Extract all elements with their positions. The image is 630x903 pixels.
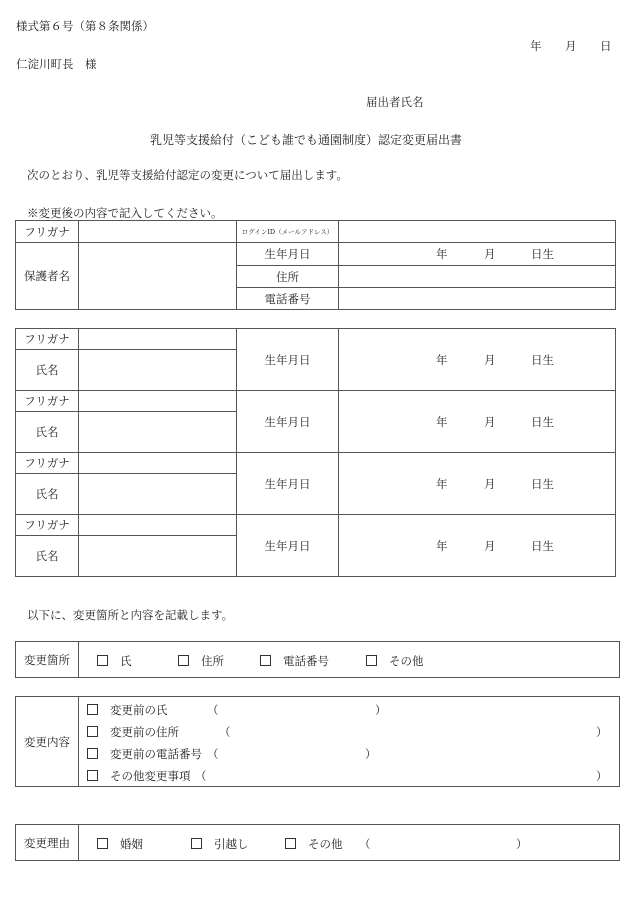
- option-label: その他: [308, 837, 343, 851]
- option-label: 住所: [201, 654, 224, 668]
- open-paren: （: [219, 725, 231, 739]
- child-furigana-field[interactable]: [79, 453, 237, 474]
- note-text: ※変更後の内容で記入してください。: [27, 206, 223, 220]
- change-content-table: [15, 696, 620, 787]
- child-birth-field[interactable]: [339, 515, 616, 577]
- close-paren: ）: [375, 703, 387, 717]
- child-name-label: 氏名: [16, 350, 79, 391]
- date-year-label: 年: [530, 39, 542, 53]
- option-label: 引越し: [214, 837, 249, 851]
- children-table: [15, 328, 616, 577]
- guardian-address-label: 住所: [237, 266, 339, 288]
- child-furigana-label: フリガナ: [16, 515, 79, 536]
- open-paren: （: [207, 703, 219, 717]
- child-birth-year: 年: [436, 352, 448, 367]
- guardian-birth-field[interactable]: [339, 243, 616, 266]
- date-day-label: 日: [600, 39, 612, 53]
- child-birth-field[interactable]: [339, 453, 616, 515]
- close-paren: ）: [365, 747, 377, 761]
- checkbox-icon[interactable]: [97, 655, 108, 666]
- child-furigana-label: フリガナ: [16, 329, 79, 350]
- child-birth-label: 生年月日: [237, 329, 339, 391]
- date-month-label: 月: [565, 39, 577, 53]
- open-paren: （: [207, 747, 219, 761]
- child-name-field[interactable]: [79, 350, 237, 391]
- child-birth-month: 月: [484, 414, 496, 429]
- child-name-label: 氏名: [16, 536, 79, 577]
- child-furigana-label: フリガナ: [16, 453, 79, 474]
- open-paren: （: [195, 769, 207, 783]
- checkbox-reason-other[interactable]: [285, 836, 343, 852]
- checkbox-icon[interactable]: [285, 838, 296, 849]
- checkbox-prev-phone[interactable]: [87, 746, 202, 762]
- guardian-furigana-field[interactable]: [79, 221, 237, 243]
- item-label: 変更前の住所: [110, 725, 179, 739]
- guardian-phone-field[interactable]: [339, 288, 616, 310]
- checkbox-reason-marriage[interactable]: [97, 836, 143, 852]
- checkbox-icon[interactable]: [87, 748, 98, 759]
- child-birth-day: 日生: [531, 538, 554, 553]
- child-birth-month: 月: [484, 538, 496, 553]
- guardian-name-field[interactable]: [79, 243, 237, 310]
- item-label: 変更前の電話番号: [110, 747, 202, 761]
- child-birth-month: 月: [484, 352, 496, 367]
- child-birth-label: 生年月日: [237, 391, 339, 453]
- addressee: 仁淀川町長 様: [16, 57, 97, 71]
- close-paren: ）: [516, 837, 528, 851]
- close-paren: ）: [596, 769, 608, 783]
- change-place-label: 変更箇所: [16, 642, 79, 678]
- option-label: その他: [389, 654, 424, 668]
- child-birth-year: 年: [436, 476, 448, 491]
- change-reason-table: [15, 824, 620, 861]
- checkbox-option-other[interactable]: [366, 653, 424, 669]
- child-furigana-field[interactable]: [79, 515, 237, 536]
- checkbox-icon[interactable]: [260, 655, 271, 666]
- guardian-birth-month: 月: [484, 247, 496, 261]
- guardian-table: [15, 220, 616, 310]
- checkbox-prev-surname[interactable]: [87, 702, 168, 718]
- checkbox-option-address[interactable]: [178, 653, 224, 669]
- child-name-field[interactable]: [79, 536, 237, 577]
- checkbox-other-changes[interactable]: [87, 768, 191, 784]
- child-birth-year: 年: [436, 538, 448, 553]
- child-birth-month: 月: [484, 476, 496, 491]
- child-name-label: 氏名: [16, 412, 79, 453]
- change-place-table: [15, 641, 620, 678]
- child-birth-field[interactable]: [339, 329, 616, 391]
- item-label: 変更前の氏: [110, 703, 168, 717]
- child-birth-year: 年: [436, 414, 448, 429]
- change-place-options: [79, 642, 620, 678]
- login-id-label: ログインID（メールアドレス）: [237, 221, 339, 243]
- child-birth-day: 日生: [531, 352, 554, 367]
- checkbox-icon[interactable]: [87, 704, 98, 715]
- applicant-name-label: 届出者氏名: [366, 95, 424, 109]
- option-label: 氏: [120, 654, 132, 668]
- checkbox-icon[interactable]: [191, 838, 202, 849]
- child-furigana-field[interactable]: [79, 329, 237, 350]
- option-label: 電話番号: [283, 654, 329, 668]
- checkbox-option-surname[interactable]: [97, 653, 132, 669]
- child-birth-day: 日生: [531, 476, 554, 491]
- checkbox-option-phone[interactable]: [260, 653, 329, 669]
- guardian-name-label: 保護者名: [16, 243, 79, 310]
- document-title: 乳児等支援給付（こども誰でも通園制度）認定変更届出書: [150, 133, 463, 147]
- child-birth-field[interactable]: [339, 391, 616, 453]
- item-label: その他変更事項: [110, 769, 191, 783]
- change-content-label: 変更内容: [16, 697, 79, 787]
- open-paren: （: [359, 837, 371, 851]
- checkbox-icon[interactable]: [87, 770, 98, 781]
- guardian-address-field[interactable]: [339, 266, 616, 288]
- guardian-phone-label: 電話番号: [237, 288, 339, 310]
- change-intro-text: 以下に、変更箇所と内容を記載します。: [27, 608, 234, 622]
- guardian-birth-day: 日生: [531, 247, 554, 261]
- child-birth-label: 生年月日: [237, 515, 339, 577]
- intro-text: 次のとおり、乳児等支援給付認定の変更について届出します。: [27, 168, 348, 182]
- form-number: 様式第６号（第８条関係）: [16, 19, 154, 33]
- checkbox-icon[interactable]: [87, 726, 98, 737]
- child-name-field[interactable]: [79, 474, 237, 515]
- child-name-label: 氏名: [16, 474, 79, 515]
- child-name-field[interactable]: [79, 412, 237, 453]
- change-content-items: [79, 697, 620, 787]
- guardian-birth-label: 生年月日: [237, 243, 339, 266]
- change-reason-label: 変更理由: [16, 825, 79, 861]
- option-label: 婚姻: [120, 837, 143, 851]
- checkbox-icon[interactable]: [97, 838, 108, 849]
- child-birth-day: 日生: [531, 414, 554, 429]
- checkbox-prev-address[interactable]: [87, 724, 179, 740]
- login-id-field[interactable]: [339, 221, 616, 243]
- guardian-birth-year: 年: [436, 247, 448, 261]
- child-birth-label: 生年月日: [237, 453, 339, 515]
- close-paren: ）: [596, 725, 608, 739]
- checkbox-icon[interactable]: [178, 655, 189, 666]
- child-furigana-field[interactable]: [79, 391, 237, 412]
- checkbox-reason-moving[interactable]: [191, 836, 249, 852]
- guardian-furigana-label: フリガナ: [16, 221, 79, 243]
- checkbox-icon[interactable]: [366, 655, 377, 666]
- change-reason-options: [79, 825, 620, 861]
- child-furigana-label: フリガナ: [16, 391, 79, 412]
